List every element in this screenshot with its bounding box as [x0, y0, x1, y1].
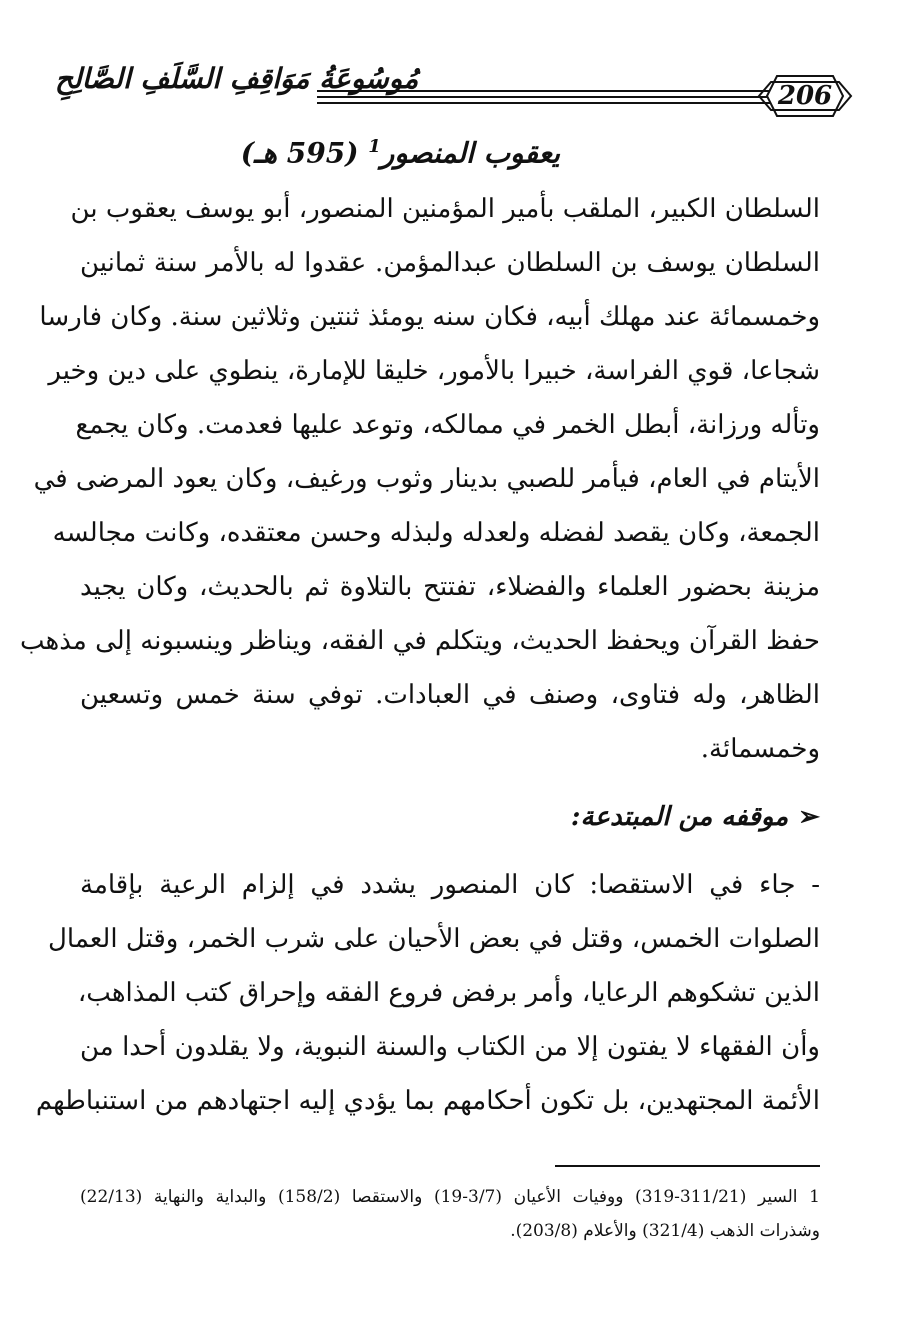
footnote-ref: 1	[368, 136, 381, 157]
header-rule	[317, 96, 772, 98]
text-line: وتأله ورزانة، أبطل الخمر في ممالكه، وتوعد عليها فعدمت. وكان يجمع	[75, 410, 820, 440]
page-number-badge	[755, 70, 855, 122]
text-line: حفظ القرآن ويحفظ الحديث، ويتكلم في الفقه، ويناظر وينسبونه إلى مذهب	[20, 626, 820, 656]
text-line: الظاهر، وله فتاوى، وصنف في العبادات. توفي سنة خمس وتسعين	[80, 680, 820, 710]
series-title: مُوسُوعَةُ مَوَاقِفِ السَّلَفِ الصَّالِحِ	[55, 62, 419, 95]
text-line: شجاعا، قوي الفراسة، خبيرا بالأمور، خليقا للإمارة، ينطوي على دين وخير	[48, 356, 820, 386]
section-heading	[80, 802, 820, 832]
text-line: السلطان الكبير، الملقب بأمير المؤمنين المنصور، أبو يوسف يعقوب بن	[70, 194, 820, 224]
header-rule	[317, 102, 772, 104]
footnote	[80, 1180, 820, 1248]
text-line: الصلوات الخمس، وقتل في بعض الأحيان على شرب الخمر، وقتل العمال	[48, 924, 820, 954]
text-line: الذين تشكوهم الرعايا، وأمر برفض فروع الفقه وإحراق كتب المذاهب،	[77, 978, 820, 1008]
text-line: وخمسمائة عند مهلك أبيه، فكان سنه يومئذ ثنتين وثلاثين سنة. وكان فارسا	[39, 302, 820, 332]
text-line: وأن الفقهاء لا يفتون إلا من الكتاب والسنة النبوية، ولا يقلدون أحدا من	[80, 1032, 820, 1062]
running-header	[55, 62, 833, 132]
entry-heading	[240, 136, 560, 170]
footnote-line: وشذرات الذهب (321/4) والأعلام (203/8).	[510, 1221, 820, 1241]
text-line: الجمعة، وكان يقصد لفضله ولعدله ولبذله وحسن معتقده، وكانت مجالسه	[52, 518, 820, 548]
text-line: الأيتام في العام، فيأمر للصبي بدينار وثوب ورغيف، وكان يعود المرضى في	[33, 464, 820, 494]
section-heading-text: موقفه من المبتدعة:	[570, 802, 789, 832]
text-line: السلطان يوسف بن السلطان عبدالمؤمن. عقدوا له بالأمر سنة ثمانين	[80, 248, 820, 278]
arrow-bullet-icon: ➢	[798, 802, 820, 832]
text-line: مزينة بحضور العلماء والفضلاء، تفتتح بالتلاوة ثم بالحديث، وكان يجيد	[80, 572, 820, 602]
text-line: - جاء في الاستقصا: كان المنصور يشدد في إلزام الرعية بإقامة	[80, 870, 820, 900]
footnote-separator	[555, 1165, 820, 1167]
text-line: وخمسمائة.	[700, 734, 820, 764]
entry-date: (595 هـ)	[240, 136, 359, 170]
entry-name: يعقوب المنصور	[380, 136, 560, 170]
text-line: الأئمة المجتهدين، بل تكون أحكامهم بما يؤدي إليه اجتهادهم من استنباطهم	[35, 1086, 820, 1116]
page-number: 206	[777, 81, 833, 111]
footnote-line: 1 السير (311/21-319) ووفيات الأعيان (3/7-19) والاستقصا (158/2) والبداية والنهاية (22/13)	[80, 1187, 820, 1207]
header-rule	[317, 90, 772, 92]
